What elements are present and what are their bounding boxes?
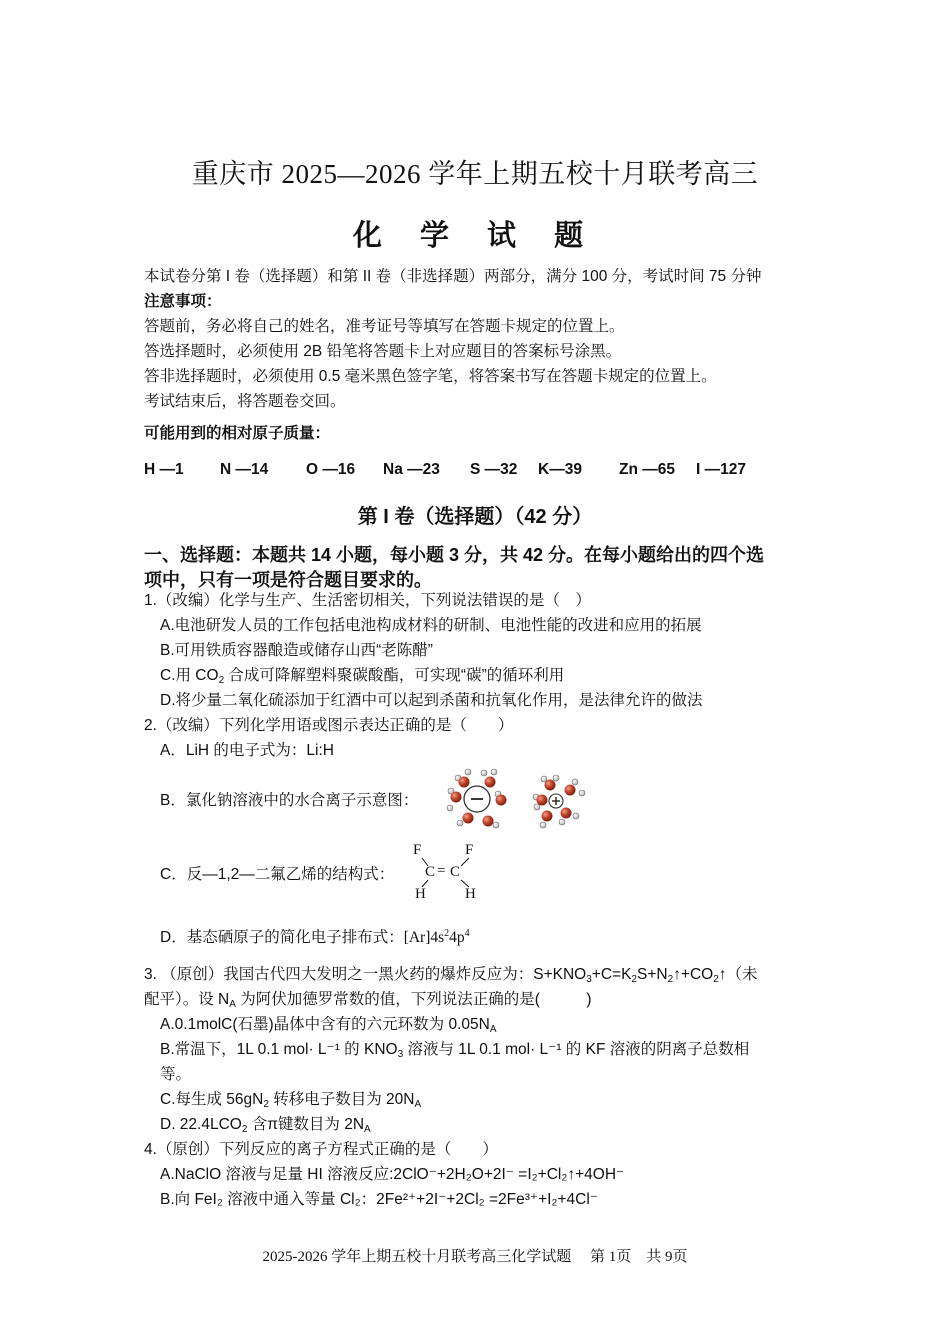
notice-item: 考试结束后，将答题卷交回。 [144,393,346,410]
notice-item: 答选择题时，必须使用 2B 铅笔将答题卡上对应题目的答案标号涂黑。 [144,343,622,360]
text: D．基态硒原子的简化电子排布式： [160,929,404,946]
chloride-hydrate-icon [447,769,507,828]
text: C.每生成 56gN [160,1091,264,1108]
question-3-option-a [160,1016,497,1035]
question-3-option-d [160,1116,371,1135]
question-3-option-b-cont: 等。 [160,1066,192,1083]
text: A.0.1molC(石墨)晶体中含有的六元环数为 0.05N [160,1016,490,1033]
atom-carbon: C [425,864,436,880]
text: 4p [449,929,465,946]
question-3-option-c [160,1091,421,1110]
electron-formula: Li:H [306,742,334,759]
subscript: 2 [241,1124,248,1135]
atomic-mass: O —16 [306,461,356,478]
double-bond: = [437,863,446,879]
text: 为阿伏加德罗常数的值，下列说法正确的是( ) [235,991,592,1008]
text: +C=K [591,966,632,983]
section-heading: 第 I 卷（选择题）（42 分） [357,506,593,528]
hydrated-ion-diagram [438,766,588,832]
atomic-mass: S —32 [470,461,518,478]
atom-carbon: C [450,864,461,880]
superscript: 4 [464,928,470,939]
text: [Ar]4s [403,929,445,946]
atomic-mass: N —14 [220,461,269,478]
subscript: 2 [631,974,637,985]
text: 转移电子数目为 20N [268,1091,415,1108]
question-4-stem: 4.（原创）下列反应的离子方程式正确的是（ ） [144,1141,498,1158]
question-1-option-d: D.将少量二氧化硫添加于红酒中可以起到杀菌和抗氧化作用，是法律允许的做法 [160,692,703,709]
notice-heading: 注意事项： [144,293,222,310]
atom-hydrogen: H [415,886,426,902]
subscript: A [489,1024,497,1035]
question-2-stem: 2.（改编）下列化学用语或图示表达正确的是（ ） [144,717,514,734]
subscript: A [229,999,236,1010]
text: 配平）。设 N [144,991,230,1008]
atomic-mass: Zn —65 [619,461,675,478]
question-2-option-b: B．氯化钠溶液中的水合离子示意图： [160,792,419,809]
text: D. 22.4LCO [160,1116,242,1133]
text: 溶液与 1L 0.1 mol· L⁻¹ 的 KF 溶液的阴离子总数相 [403,1041,750,1058]
question-3-stem [144,966,758,985]
question-1-stem: 1.（改编）化学与生产、生活密切相关，下列说法错误的是（ ） [144,592,591,609]
atomic-mass: H —1 [144,461,184,478]
subscript: 2 [263,1099,269,1110]
subscript: 2 [667,974,674,985]
subscript: A [364,1124,371,1135]
sodium-hydrate-icon [533,775,585,828]
text: B.常温下，1L 0.1 mol· L⁻¹ 的 KNO [160,1041,398,1058]
question-1-option-b: B.可用铁质容器酿造或储存山西“老陈醋” [160,642,433,659]
exam-subtitle: 化 学 试 题 [352,218,598,252]
atom-fluorine: F [413,842,422,858]
atomic-mass: K—39 [538,461,582,478]
question-1-option-c [160,667,564,686]
subscript: A [414,1099,422,1110]
question-4-option-b: B.向 FeI₂ 溶液中通入等量 Cl₂：2Fe²⁺+2I⁻+2Cl₂ =2Fe³⁺+I₂+4Cl⁻ [160,1191,598,1208]
section-instruction: 项中，只有一项是符合题目要求的。 [144,570,432,590]
atomic-mass: Na —23 [383,461,440,478]
bond-lines [413,842,493,906]
question-2-option-a [160,742,334,761]
notice-item: 答非选择题时，必须使用 0.5 毫米黑色签字笔，将答案书写在答题卡规定的位置上。 [144,368,717,385]
atom-hydrogen: H [465,886,476,902]
electron-config [404,929,470,946]
text: A．LiH 的电子式为： [160,742,307,759]
difluoroethene-structure [413,842,493,906]
subscript: 3 [586,974,592,985]
question-3-option-b [160,1041,749,1060]
question-1-option-a: A.电池研发人员的工作包括电池构成材料的研制、电池性能的改进和应用的拓展 [160,617,702,634]
text: S+N [636,966,668,983]
exam-title: 重庆市 2025—2026 学年上期五校十月联考高三 [191,159,759,189]
text: ↑+CO [673,966,714,983]
text: 3. （原创）我国古代四大发明之一黑火药的爆炸反应为：S+KNO [144,966,587,983]
subscript: 2 [713,974,719,985]
question-2-option-c: C．反—1,2—二氟乙烯的结构式： [160,866,395,883]
exam-summary: 本试卷分第 I 卷（选择题）和第 II 卷（非选择题）两部分，满分 100 分，考试时间 75 分钟 [144,268,762,285]
text: 合成可降解塑料聚碳酸酯，可实现“碳”的循环利用 [224,667,565,684]
superscript: 2 [444,928,450,939]
question-4-option-a: A.NaClO 溶液与足量 HI 溶液反应:2ClO⁻+2H₂O+2I⁻ =I₂+Cl₂↑+4OH⁻ [160,1166,625,1183]
text: C.用 CO [160,667,219,684]
subscript: 3 [397,1049,404,1060]
section-instruction: 一、选择题：本题共 14 小题，每小题 3 分，共 42 分。在每小题给出的四个选 [144,545,765,565]
question-3-stem-cont [144,991,592,1010]
atom-fluorine: F [465,842,474,858]
atomic-mass: I —127 [696,461,746,478]
question-2-option-d [160,929,470,948]
notice-item: 答题前，务必将自己的姓名，准考证号等填写在答题卡规定的位置上。 [144,318,625,335]
text: 含π键数目为 2N [247,1116,365,1133]
atomic-mass-heading: 可能用到的相对原子质量： [144,425,331,442]
page-footer: 2025-2026 学年上期五校十月联考高三化学试题 第 1页 共 9页 [262,1249,688,1265]
subscript: 2 [218,675,225,686]
text: ↑（未 [718,966,758,983]
